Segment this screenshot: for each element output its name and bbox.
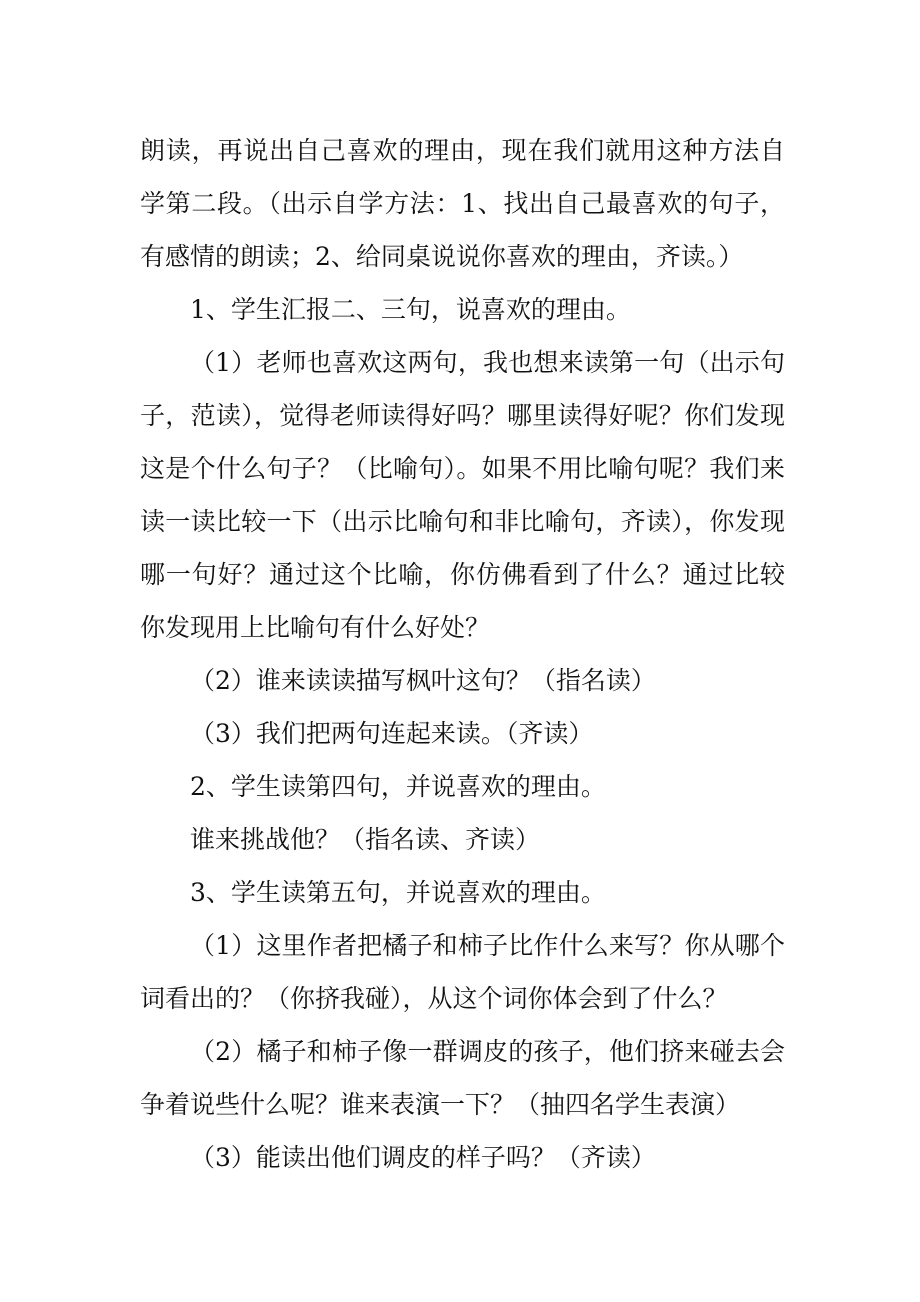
paragraph-sub-1-1: （1）老师也喜欢这两句，我也想来读第一句（出示句子，范读），觉得老师读得好吗？哪里读得好呢？你们发现这是个什么句子？（比喻句）。如果不用比喻句呢？我们来读一读比较一下（出示比喻句和非比喻句，齐读），你发现哪一句好？通过这个比喻，你仿佛看到了什么？通过比较你发现用上比喻句有什么好处？ <box>140 348 785 642</box>
paragraph-item-2: 2、学生读第四句，并说喜欢的理由。 <box>190 772 606 801</box>
paragraph-sub-3-2: （2）橘子和柿子像一群调皮的孩子，他们挤来碰去会争着说些什么呢？谁来表演一下？（抽四名学生表演） <box>140 1037 785 1119</box>
paragraph-sub-3-1: （1）这里作者把橘子和柿子比作什么来写？你从哪个词看出的？（你挤我碰），从这个词你体会到了什么？ <box>140 931 785 1013</box>
paragraph-item-3: 3、学生读第五句，并说喜欢的理由。 <box>190 878 606 907</box>
paragraph-item-2-challenge: 谁来挑战他？（指名读、齐读） <box>190 825 541 854</box>
document-body <box>140 124 785 1184</box>
paragraph-item-1: 1、学生汇报二、三句，说喜欢的理由。 <box>190 295 631 324</box>
paragraph-sub-3-3: （3）能读出他们调皮的样子吗？（齐读） <box>190 1143 656 1172</box>
paragraph-intro: 朗读，再说出自己喜欢的理由，现在我们就用这种方法自学第二段。（出示自学方法：1、找出自己最喜欢的句子，有感情的朗读；2、给同桌说说你喜欢的理由，齐读。） <box>140 136 785 271</box>
paragraph-sub-1-2: （2）谁来读读描写枫叶这句？（指名读） <box>190 666 656 695</box>
paragraph-sub-1-3: （3）我们把两句连起来读。（齐读） <box>190 719 594 748</box>
